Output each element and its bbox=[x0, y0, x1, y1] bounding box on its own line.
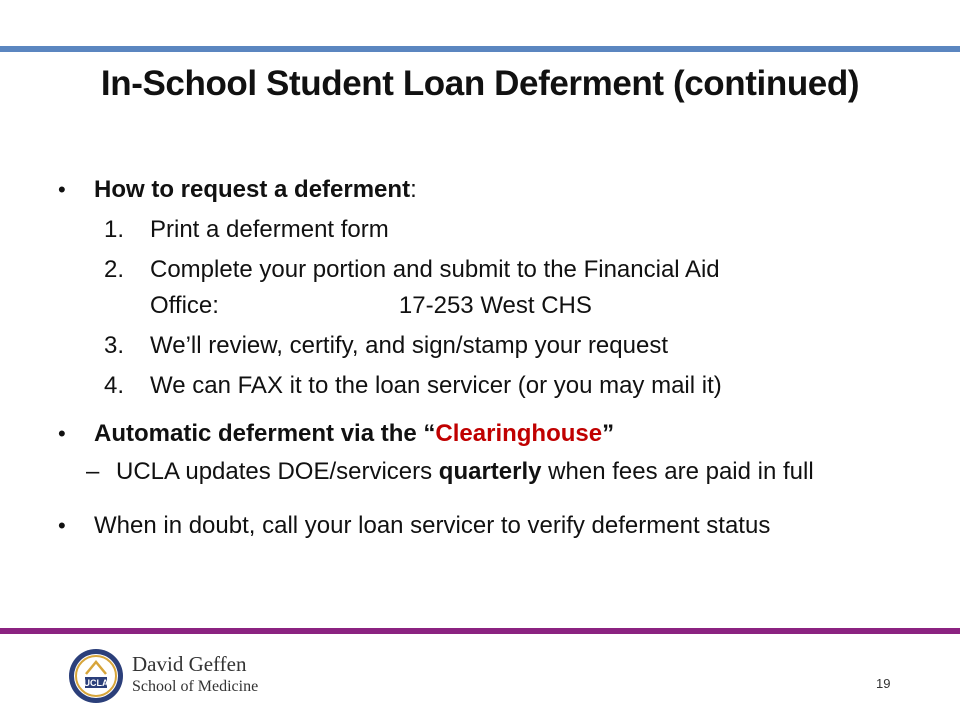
sub-text-before: UCLA updates DOE/servicers bbox=[116, 458, 439, 485]
office-location: 17-253 West CHS bbox=[398, 292, 592, 319]
bullet-icon: • bbox=[58, 177, 66, 202]
logo-wordmark bbox=[132, 652, 258, 698]
quarterly-emphasis: quarterly bbox=[438, 458, 542, 485]
step-text: We’ll review, certify, and sign/stamp your request bbox=[150, 332, 668, 359]
logo-line-2: School of Medicine bbox=[132, 678, 259, 695]
slide-title: In-School Student Loan Deferment (continued) bbox=[100, 64, 860, 103]
step-number: 2. bbox=[104, 256, 125, 283]
step-text: Complete your portion and submit to the Financial Aid bbox=[150, 256, 720, 283]
bottom-divider bbox=[0, 628, 960, 634]
step-number: 1. bbox=[104, 216, 125, 243]
slide-body bbox=[58, 172, 918, 544]
page-number: 19 bbox=[876, 676, 891, 691]
sub-text-after: when fees are paid in full bbox=[541, 458, 814, 485]
automatic-heading bbox=[94, 420, 614, 447]
bullet-automatic-deferment bbox=[58, 416, 918, 452]
top-divider bbox=[0, 46, 960, 52]
request-steps-list bbox=[58, 212, 918, 404]
dash-icon: – bbox=[86, 458, 100, 485]
step-text-line2: Office: bbox=[150, 292, 219, 319]
request-heading-colon: : bbox=[410, 176, 417, 203]
step-text: Print a deferment form bbox=[150, 216, 389, 243]
step-number: 3. bbox=[104, 332, 125, 359]
step-item bbox=[58, 212, 918, 248]
bullet-when-in-doubt bbox=[58, 508, 918, 544]
doubt-text: When in doubt, call your loan servicer to verify deferment status bbox=[94, 512, 771, 539]
automatic-heading-suffix: ” bbox=[602, 420, 615, 447]
step-text: We can FAX it to the loan servicer (or you may mail it) bbox=[150, 372, 722, 399]
automatic-heading-prefix: Automatic deferment via the “ bbox=[94, 420, 436, 447]
automatic-sub-item bbox=[58, 454, 918, 490]
seal-text: UCLA bbox=[83, 678, 109, 688]
logo-line-1: David Geffen bbox=[132, 652, 247, 676]
school-logo bbox=[68, 648, 278, 708]
bullet-icon: • bbox=[58, 421, 66, 446]
step-item bbox=[58, 368, 918, 404]
request-heading: How to request a deferment bbox=[94, 176, 411, 203]
ucla-seal-icon bbox=[68, 648, 124, 704]
bullet-request-deferment bbox=[58, 172, 918, 208]
bullet-icon: • bbox=[58, 513, 66, 538]
step-item bbox=[58, 328, 918, 364]
step-item bbox=[58, 252, 918, 324]
clearinghouse-highlight: Clearinghouse bbox=[435, 420, 603, 447]
step-number: 4. bbox=[104, 372, 125, 399]
